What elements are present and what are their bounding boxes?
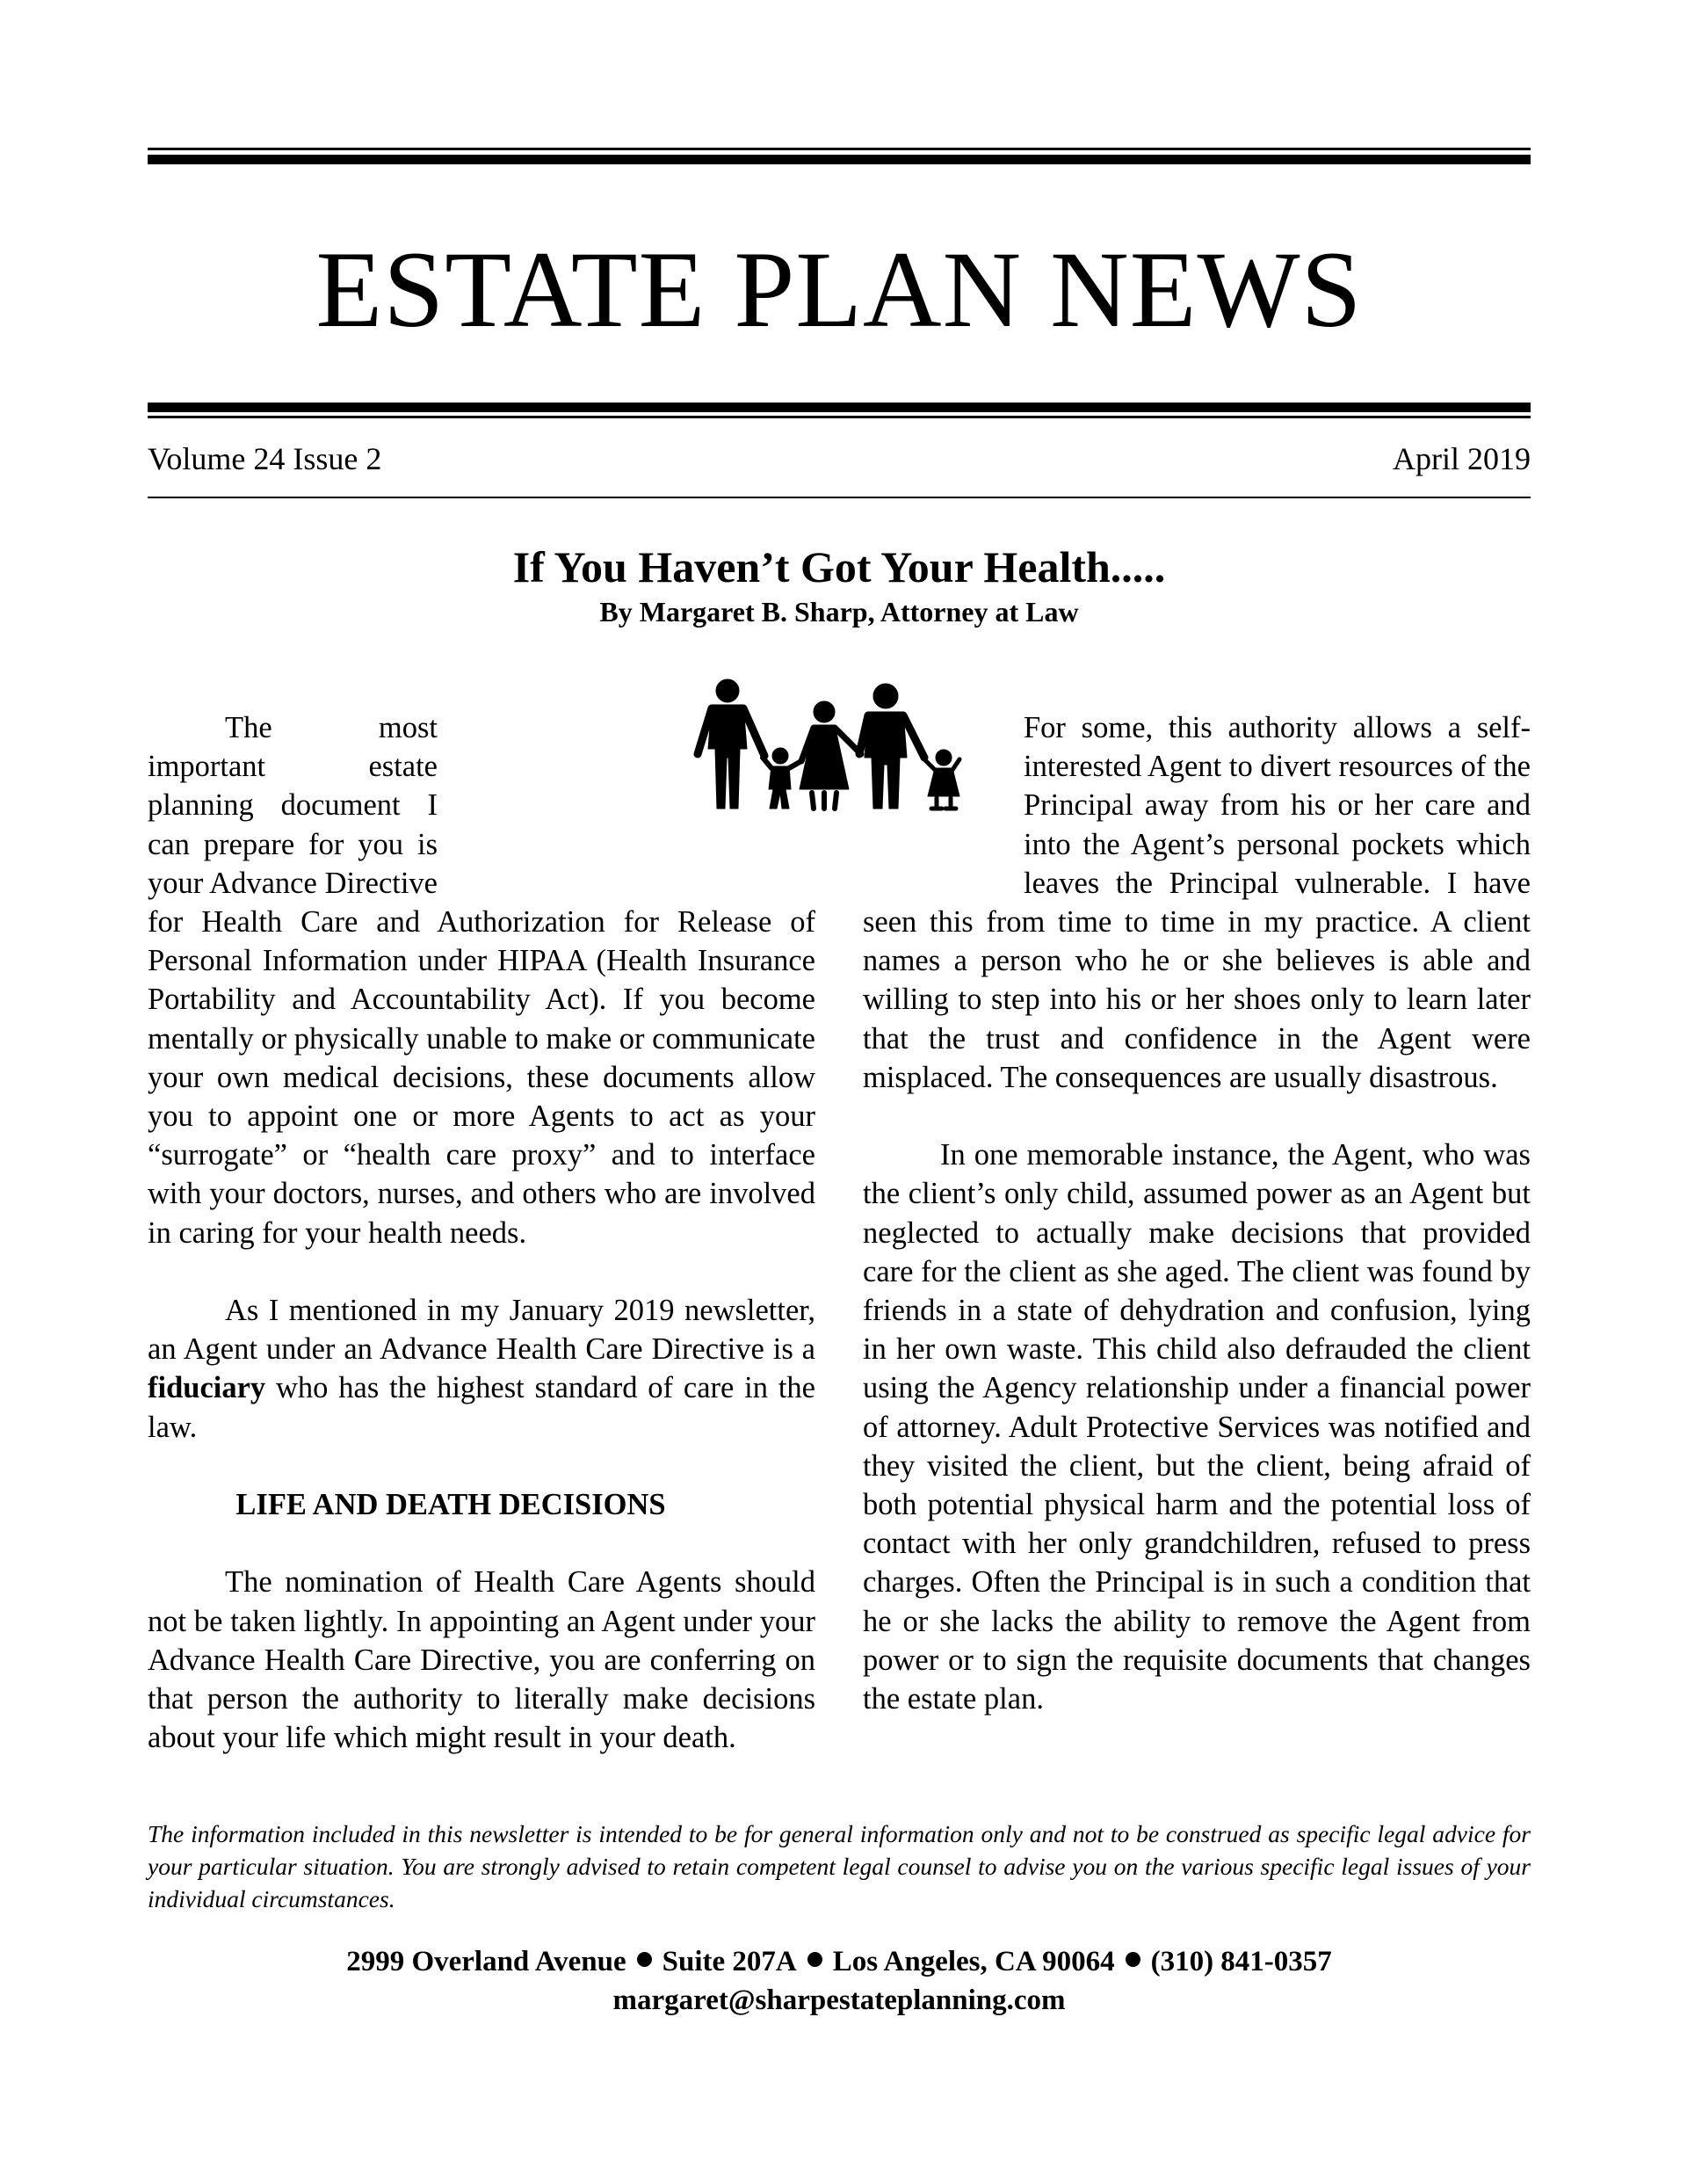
article-paragraph: The nomination of Health Care Agents should not be taken lightly. In appointing an Agent under your Advance Health Care Directive, you are conferring on that person the authority to literally make decisions about your life which might result in your death.: [148, 1565, 815, 1755]
article-paragraph: In one memorable instance, the Agent, who was the client’s only child, assumed power as an Agent but neglected to actually make decisions that provided care for the client as she aged. The client was found by friends in a state of dehydration and confusion, lying in her own waste. This child also defrauded the client using the Agency relationship under a financial power of attorney. Adult Protective Services was notified and they visited the client, but the client, being afraid of both potential physical harm and the potential loss of contact with her only grandchildren, refused to press charges. Often the Principal is in such a condition that he or she lacks the ability to remove the Agent from power or to sign the requisite documents that changes the estate plan.: [863, 1138, 1531, 1716]
article-paragraph: The most important estate planning document I can prepare for you is your Advance Directive for Health Care and Authorization for Release of Personal Information under HIPAA (Health Insurance Portability and Accountability Act). If you become mentally or physically unable to make or communicate your own medical decisions, these documents allow you to appoint one or more Agents to act as your “surrogate” or “health care proxy” and to interface with your doctors, nurses, and others who are involved in caring for your health needs.: [148, 711, 815, 1250]
article-left-column: [148, 708, 815, 1796]
street-address: 2999 Overland Avenue: [346, 1946, 626, 1977]
bullet-icon: [807, 1952, 822, 1967]
contact-address-line: [148, 1942, 1531, 1981]
bullet-icon: [637, 1952, 652, 1967]
email-address[interactable]: margaret@sharpestateplanning.com: [612, 1984, 1066, 2016]
article-paragraph: For some, this authority allows a self-interested Agent to divert resources of the Principal away from his or her care and into the Agent’s personal pockets which leaves the Principal vulnerable. I have seen this from time to time in my practice. A client names a person who he or she believes is able and willing to step into his or her shoes only to learn later that the trust and confidence in the Agent were misplaced. The consequences are usually disastrous.: [863, 711, 1531, 1094]
issue-date: April 2019: [1393, 441, 1531, 476]
article-byline: By Margaret B. Sharp, Attorney at Law: [599, 596, 1079, 628]
article-title: If You Haven’t Got Your Health.....: [512, 542, 1166, 591]
bullet-icon: [1126, 1952, 1140, 1967]
masthead-bottom-rule-thick: [148, 403, 1531, 412]
masthead-top-rule-thin: [148, 148, 1531, 150]
newsletter-title: ESTATE PLAN NEWS: [315, 229, 1363, 350]
disclaimer: The information included in this newsletter is intended to be for general information only and not to be construed as specific legal advice for your particular situation. You are strongly advised to retain competent legal counsel to advise you on the various specific legal issues of your individual circumstances.: [148, 1820, 1531, 1912]
masthead-top-rule-thick: [148, 155, 1531, 164]
contact-footer: [148, 1942, 1531, 2020]
masthead-bottom-rule-thin: [148, 416, 1531, 418]
phone-number: (310) 841-0357: [1150, 1946, 1332, 1977]
suite: Suite 207A: [662, 1946, 797, 1977]
issue-line-rule: [148, 497, 1531, 498]
section-heading: LIFE AND DEATH DECISIONS: [235, 1488, 666, 1522]
article-paragraph: As I mentioned in my January 2019 newsletter, an Agent under an Advance Health Care Directive is a fiduciary who has the highest standard of care in the law.: [148, 1294, 815, 1444]
fiduciary-emphasis: fiduciary: [148, 1371, 266, 1405]
volume-issue: Volume 24 Issue 2: [148, 441, 382, 476]
city-state-zip: Los Angeles, CA 90064: [832, 1946, 1115, 1977]
article-right-column: [863, 708, 1531, 1757]
